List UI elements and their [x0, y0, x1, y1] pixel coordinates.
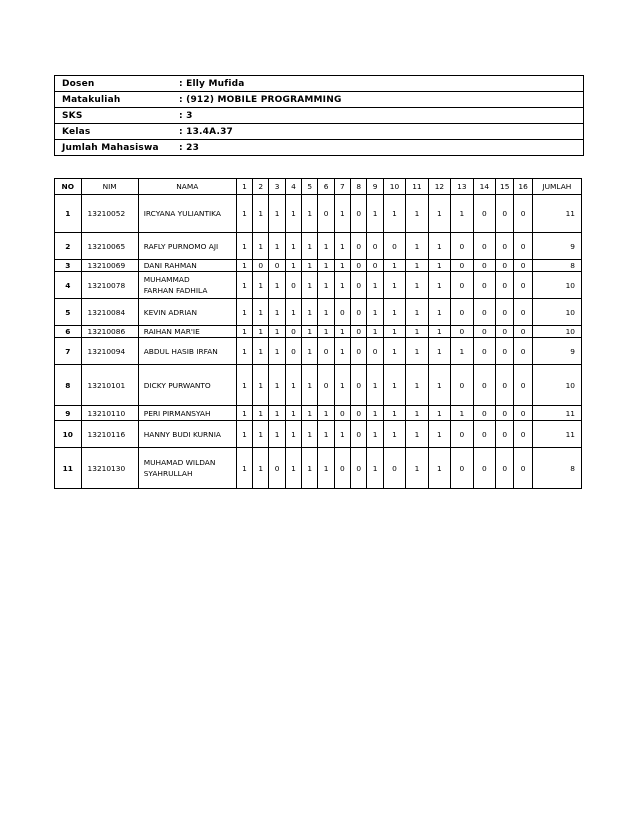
attendance-cell: 1: [334, 338, 350, 365]
matakuliah-value: : (912) MOBILE PROGRAMMING: [172, 92, 584, 108]
attendance-cell: 1: [302, 260, 318, 272]
row-nama: ABDUL HASIB IRFAN: [138, 338, 236, 365]
table-row: [55, 421, 582, 448]
attendance-cell: 1: [451, 338, 473, 365]
attendance-cell: 0: [514, 448, 532, 489]
attendance-cell: 1: [302, 365, 318, 406]
header-nama: NAMA: [138, 179, 236, 195]
attendance-cell: 1: [334, 272, 350, 299]
attendance-cell: 1: [302, 338, 318, 365]
attendance-cell: 0: [351, 233, 367, 260]
row-jumlah: 10: [532, 299, 581, 326]
row-no: 11: [55, 448, 82, 489]
attendance-cell: 1: [367, 448, 383, 489]
info-row-sks: [55, 108, 584, 124]
attendance-cell: 0: [496, 299, 514, 326]
matakuliah-label: Matakuliah: [55, 92, 173, 108]
attendance-cell: 0: [496, 338, 514, 365]
header-meeting-7: 7: [334, 179, 350, 195]
attendance-cell: 1: [383, 299, 405, 326]
attendance-cell: 0: [351, 421, 367, 448]
attendance-cell: 1: [285, 233, 301, 260]
attendance-cell: 1: [236, 272, 252, 299]
attendance-cell: 1: [269, 195, 285, 233]
row-jumlah: 10: [532, 326, 581, 338]
attendance-cell: 0: [367, 233, 383, 260]
attendance-cell: 0: [473, 260, 495, 272]
row-nama: RAIHAN MAR'IE: [138, 326, 236, 338]
attendance-cell: 1: [383, 406, 405, 421]
attendance-cell: 0: [351, 448, 367, 489]
attendance-cell: 1: [406, 406, 428, 421]
attendance-cell: 1: [367, 195, 383, 233]
attendance-cell: 1: [236, 365, 252, 406]
attendance-cell: 0: [514, 421, 532, 448]
attendance-cell: 1: [318, 260, 334, 272]
attendance-cell: 0: [334, 406, 350, 421]
row-nama: RAFLY PURNOMO AJI: [138, 233, 236, 260]
info-row-matakuliah: [55, 92, 584, 108]
row-jumlah: 9: [532, 233, 581, 260]
attendance-cell: 1: [285, 195, 301, 233]
attendance-cell: 0: [253, 260, 269, 272]
attendance-cell: 1: [318, 233, 334, 260]
attendance-cell: 0: [473, 365, 495, 406]
attendance-cell: 1: [383, 365, 405, 406]
header-meeting-11: 11: [406, 179, 428, 195]
row-nim: 13210130: [81, 448, 138, 489]
row-no: 4: [55, 272, 82, 299]
attendance-cell: 1: [367, 299, 383, 326]
attendance-cell: 1: [367, 421, 383, 448]
attendance-cell: 1: [428, 326, 450, 338]
row-jumlah: 11: [532, 195, 581, 233]
attendance-cell: 1: [334, 365, 350, 406]
header-meeting-1: 1: [236, 179, 252, 195]
attendance-cell: 1: [406, 338, 428, 365]
row-nama: MUHAMMAD FARHAN FADHILA: [138, 272, 236, 299]
attendance-cell: 0: [496, 195, 514, 233]
attendance-cell: 1: [253, 406, 269, 421]
attendance-cell: 1: [367, 365, 383, 406]
attendance-cell: 0: [318, 195, 334, 233]
attendance-cell: 0: [451, 326, 473, 338]
attendance-cell: 1: [269, 299, 285, 326]
attendance-cell: 1: [285, 421, 301, 448]
attendance-cell: 1: [383, 338, 405, 365]
sks-label: SKS: [55, 108, 173, 124]
row-no: 7: [55, 338, 82, 365]
row-nama: DANI RAHMAN: [138, 260, 236, 272]
header-meeting-10: 10: [383, 179, 405, 195]
row-no: 5: [55, 299, 82, 326]
attendance-cell: 1: [236, 299, 252, 326]
attendance-cell: 0: [351, 299, 367, 326]
attendance-cell: 1: [285, 406, 301, 421]
attendance-cell: 1: [367, 326, 383, 338]
table-row: [55, 260, 582, 272]
attendance-cell: 0: [473, 195, 495, 233]
attendance-cell: 1: [253, 448, 269, 489]
table-row: [55, 272, 582, 299]
attendance-cell: 1: [302, 406, 318, 421]
header-meeting-15: 15: [496, 179, 514, 195]
attendance-cell: 0: [496, 272, 514, 299]
attendance-cell: 0: [351, 338, 367, 365]
attendance-cell: 1: [406, 272, 428, 299]
row-nim: 13210086: [81, 326, 138, 338]
attendance-cell: 1: [318, 272, 334, 299]
attendance-cell: 1: [406, 195, 428, 233]
attendance-cell: 0: [473, 338, 495, 365]
attendance-cell: 1: [367, 406, 383, 421]
attendance-cell: 1: [334, 195, 350, 233]
header-jumlah: JUMLAH: [532, 179, 581, 195]
attendance-cell: 0: [451, 233, 473, 260]
attendance-cell: 1: [253, 299, 269, 326]
attendance-cell: 0: [351, 406, 367, 421]
attendance-cell: 1: [302, 195, 318, 233]
attendance-cell: 1: [334, 421, 350, 448]
attendance-cell: 0: [514, 365, 532, 406]
info-row-dosen: [55, 76, 584, 92]
attendance-cell: 1: [236, 326, 252, 338]
attendance-cell: 1: [236, 195, 252, 233]
attendance-body: [55, 195, 582, 489]
table-row: [55, 195, 582, 233]
attendance-cell: 0: [473, 448, 495, 489]
row-nama: KEVIN ADRIAN: [138, 299, 236, 326]
jumlah-mahasiswa-value: : 23: [179, 142, 200, 153]
attendance-cell: 1: [302, 233, 318, 260]
attendance-cell: 0: [514, 195, 532, 233]
attendance-cell: 1: [236, 421, 252, 448]
row-nama: DICKY PURWANTO: [138, 365, 236, 406]
attendance-cell: 0: [451, 448, 473, 489]
attendance-cell: 1: [302, 299, 318, 326]
attendance-cell: 0: [351, 365, 367, 406]
attendance-cell: 1: [236, 338, 252, 365]
attendance-cell: 0: [451, 272, 473, 299]
attendance-cell: 1: [318, 406, 334, 421]
attendance-cell: 0: [351, 326, 367, 338]
attendance-cell: 1: [253, 365, 269, 406]
attendance-cell: 0: [496, 421, 514, 448]
attendance-cell: 1: [334, 233, 350, 260]
attendance-cell: 1: [383, 260, 405, 272]
attendance-cell: 1: [302, 448, 318, 489]
attendance-cell: 0: [285, 326, 301, 338]
attendance-cell: 1: [302, 272, 318, 299]
row-nim: 13210069: [81, 260, 138, 272]
attendance-cell: 1: [428, 260, 450, 272]
table-row: [55, 233, 582, 260]
attendance-cell: 1: [428, 195, 450, 233]
attendance-cell: 1: [318, 421, 334, 448]
row-nama: PERI PIRMANSYAH: [138, 406, 236, 421]
attendance-cell: 1: [428, 365, 450, 406]
dosen-value: : Elly Mufida: [172, 76, 584, 92]
attendance-cell: 1: [406, 233, 428, 260]
attendance-cell: 0: [383, 448, 405, 489]
attendance-cell: 1: [253, 338, 269, 365]
attendance-cell: 0: [514, 299, 532, 326]
attendance-cell: 1: [269, 233, 285, 260]
header-meeting-3: 3: [269, 179, 285, 195]
sks-value: : 3: [172, 108, 584, 124]
attendance-cell: 1: [318, 448, 334, 489]
header-meeting-4: 4: [285, 179, 301, 195]
attendance-cell: 1: [367, 272, 383, 299]
row-jumlah: 11: [532, 406, 581, 421]
attendance-cell: 0: [351, 195, 367, 233]
row-nama: HANNY BUDI KURNIA: [138, 421, 236, 448]
attendance-cell: 0: [451, 299, 473, 326]
attendance-cell: 0: [473, 272, 495, 299]
attendance-cell: 0: [351, 260, 367, 272]
attendance-cell: 0: [496, 365, 514, 406]
table-row: [55, 448, 582, 489]
attendance-cell: 1: [285, 260, 301, 272]
attendance-cell: 0: [514, 326, 532, 338]
attendance-cell: 1: [253, 233, 269, 260]
header-meeting-9: 9: [367, 179, 383, 195]
attendance-cell: 0: [351, 272, 367, 299]
kelas-value: : 13.4A.37: [172, 124, 584, 140]
row-nama: IRCYANA YULIANTIKA: [138, 195, 236, 233]
attendance-cell: 0: [334, 448, 350, 489]
attendance-cell: 1: [269, 421, 285, 448]
attendance-cell: 0: [473, 326, 495, 338]
attendance-cell: 0: [514, 233, 532, 260]
header-meeting-8: 8: [351, 179, 367, 195]
attendance-cell: 1: [253, 195, 269, 233]
header-no: NO: [55, 179, 82, 195]
attendance-cell: 1: [428, 272, 450, 299]
attendance-cell: 0: [285, 272, 301, 299]
table-row: [55, 338, 582, 365]
attendance-cell: 1: [406, 326, 428, 338]
row-no: 10: [55, 421, 82, 448]
header-meeting-2: 2: [253, 179, 269, 195]
attendance-cell: 1: [383, 421, 405, 448]
row-nim: 13210094: [81, 338, 138, 365]
attendance-cell: 1: [451, 195, 473, 233]
attendance-cell: 1: [406, 421, 428, 448]
attendance-cell: 1: [383, 272, 405, 299]
info-row-kelas: [55, 124, 584, 140]
attendance-cell: 1: [253, 421, 269, 448]
attendance-cell: 0: [451, 365, 473, 406]
attendance-cell: 0: [496, 326, 514, 338]
row-jumlah: 10: [532, 365, 581, 406]
row-nim: 13210052: [81, 195, 138, 233]
row-nim: 13210078: [81, 272, 138, 299]
attendance-cell: 0: [285, 338, 301, 365]
attendance-cell: 1: [383, 326, 405, 338]
attendance-cell: 1: [253, 326, 269, 338]
row-no: 8: [55, 365, 82, 406]
attendance-cell: 0: [451, 260, 473, 272]
attendance-cell: 1: [269, 406, 285, 421]
attendance-header-row: [55, 179, 582, 195]
attendance-cell: 1: [428, 448, 450, 489]
attendance-cell: 1: [269, 326, 285, 338]
course-info-table: [54, 75, 584, 156]
attendance-cell: 1: [318, 299, 334, 326]
attendance-cell: 1: [236, 448, 252, 489]
attendance-cell: 1: [285, 299, 301, 326]
row-jumlah: 11: [532, 421, 581, 448]
table-row: [55, 299, 582, 326]
row-jumlah: 10: [532, 272, 581, 299]
attendance-cell: 0: [318, 338, 334, 365]
row-no: 2: [55, 233, 82, 260]
attendance-cell: 1: [451, 406, 473, 421]
info-row-jumlah-mahasiswa: [55, 140, 584, 156]
attendance-cell: 0: [334, 299, 350, 326]
row-no: 9: [55, 406, 82, 421]
attendance-cell: 0: [514, 272, 532, 299]
attendance-cell: 0: [496, 233, 514, 260]
dosen-label: Dosen: [55, 76, 173, 92]
attendance-cell: 1: [236, 406, 252, 421]
attendance-cell: 1: [285, 365, 301, 406]
row-jumlah: 9: [532, 338, 581, 365]
attendance-cell: 0: [473, 233, 495, 260]
attendance-cell: 1: [383, 195, 405, 233]
table-row: [55, 326, 582, 338]
attendance-cell: 1: [302, 326, 318, 338]
row-jumlah: 8: [532, 260, 581, 272]
attendance-cell: 0: [383, 233, 405, 260]
attendance-cell: 1: [406, 260, 428, 272]
header-meeting-6: 6: [318, 179, 334, 195]
attendance-cell: 0: [514, 338, 532, 365]
header-meeting-5: 5: [302, 179, 318, 195]
attendance-cell: 1: [428, 233, 450, 260]
header-nim: NIM: [81, 179, 138, 195]
attendance-cell: 0: [318, 365, 334, 406]
attendance-cell: 0: [496, 448, 514, 489]
attendance-cell: 1: [269, 272, 285, 299]
attendance-cell: 1: [428, 421, 450, 448]
row-nim: 13210101: [81, 365, 138, 406]
attendance-cell: 1: [428, 299, 450, 326]
attendance-cell: 1: [253, 272, 269, 299]
row-no: 3: [55, 260, 82, 272]
attendance-cell: 1: [334, 326, 350, 338]
attendance-cell: 1: [406, 448, 428, 489]
attendance-cell: 1: [269, 338, 285, 365]
attendance-cell: 1: [406, 299, 428, 326]
attendance-cell: 1: [302, 421, 318, 448]
attendance-cell: 1: [428, 338, 450, 365]
table-row: [55, 406, 582, 421]
attendance-cell: 0: [514, 260, 532, 272]
header-meeting-12: 12: [428, 179, 450, 195]
row-nim: 13210116: [81, 421, 138, 448]
attendance-cell: 1: [269, 365, 285, 406]
attendance-cell: 0: [367, 260, 383, 272]
attendance-cell: 0: [496, 260, 514, 272]
table-row: [55, 365, 582, 406]
attendance-table: [54, 178, 582, 489]
jumlah-mahasiswa-label: Jumlah Mahasiswa: [62, 142, 159, 153]
attendance-cell: 1: [428, 406, 450, 421]
attendance-cell: 1: [406, 365, 428, 406]
attendance-cell: 0: [496, 406, 514, 421]
row-nama: MUHAMAD WILDAN SYAHRULLAH: [138, 448, 236, 489]
attendance-cell: 1: [236, 260, 252, 272]
kelas-label: Kelas: [55, 124, 173, 140]
attendance-cell: 1: [236, 233, 252, 260]
attendance-cell: 1: [318, 326, 334, 338]
attendance-cell: 0: [473, 406, 495, 421]
attendance-cell: 0: [473, 299, 495, 326]
row-nim: 13210065: [81, 233, 138, 260]
header-meeting-16: 16: [514, 179, 532, 195]
attendance-cell: 1: [285, 448, 301, 489]
header-meeting-14: 14: [473, 179, 495, 195]
row-jumlah: 8: [532, 448, 581, 489]
attendance-cell: 0: [269, 260, 285, 272]
header-meeting-13: 13: [451, 179, 473, 195]
row-no: 1: [55, 195, 82, 233]
attendance-cell: 0: [367, 338, 383, 365]
attendance-cell: 0: [473, 421, 495, 448]
attendance-cell: 1: [334, 260, 350, 272]
attendance-cell: 0: [514, 406, 532, 421]
attendance-cell: 0: [451, 421, 473, 448]
attendance-cell: 0: [269, 448, 285, 489]
row-nim: 13210110: [81, 406, 138, 421]
row-nim: 13210084: [81, 299, 138, 326]
row-no: 6: [55, 326, 82, 338]
